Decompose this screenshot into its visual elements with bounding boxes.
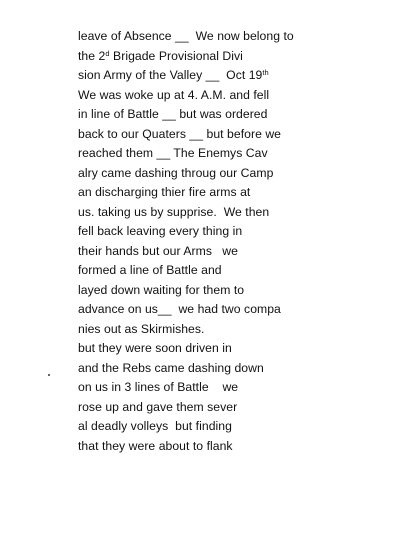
line-text: an discharging thier fire arms at	[78, 185, 251, 199]
text-line	[78, 66, 378, 86]
line-text: alry came dashing throug our Camp	[78, 165, 274, 180]
text-line	[78, 339, 378, 359]
text-line	[78, 47, 378, 67]
line-text: reached them __ The Enemys Cav	[78, 146, 268, 160]
text-line	[78, 320, 378, 340]
line-text: sion Army of the Valley __ Oct 19	[78, 68, 263, 82]
text-line	[78, 398, 378, 418]
line-text: nies out as Skirmishes.	[78, 321, 205, 336]
line-text: Brigade Provisional Divi	[109, 48, 243, 63]
text-line	[78, 261, 378, 281]
line-text: leave of Absence __ We now belong to	[78, 29, 294, 43]
text-line	[78, 27, 378, 47]
text-line	[78, 183, 378, 203]
text-line	[78, 437, 378, 457]
text-line	[78, 378, 378, 398]
line-text: in line of Battle __ but was ordered	[78, 107, 268, 121]
line-text: the 2	[78, 48, 106, 63]
line-text: their hands but our Arms we	[78, 243, 238, 258]
text-line	[78, 281, 378, 301]
text-line	[78, 222, 378, 242]
text-line	[78, 144, 378, 164]
line-text: that they were about to flank	[78, 438, 233, 453]
transcript-text	[78, 27, 378, 456]
text-line	[78, 164, 378, 184]
text-line	[78, 300, 378, 320]
line-text: us. taking us by supprise. We then	[78, 204, 270, 219]
line-text: and the Rebs came dashing down	[78, 360, 264, 375]
text-line	[78, 105, 378, 125]
text-line	[78, 359, 378, 379]
text-line	[78, 203, 378, 223]
text-line	[78, 86, 378, 106]
line-text: back to our Quaters __ but before we	[78, 126, 282, 141]
superscript-text: d	[105, 48, 110, 58]
text-line	[78, 417, 378, 437]
line-text: advance on us__ we had two compa	[78, 302, 281, 316]
line-text: formed a line of Battle and	[78, 263, 222, 277]
superscript-text: th	[262, 68, 269, 77]
line-text: layed down waiting for them to	[78, 282, 245, 297]
line-text: but they were soon driven in	[78, 341, 232, 355]
line-text: al deadly volleys but finding	[78, 419, 232, 433]
line-text: rose up and gave them sever	[78, 399, 238, 414]
line-text: on us in 3 lines of Battle we	[78, 380, 239, 394]
text-line	[78, 125, 378, 145]
stray-mark	[48, 374, 50, 376]
line-text: fell back leaving every thing in	[78, 224, 243, 238]
text-line	[78, 242, 378, 262]
line-text: We was woke up at 4. A.M. and fell	[78, 87, 270, 102]
